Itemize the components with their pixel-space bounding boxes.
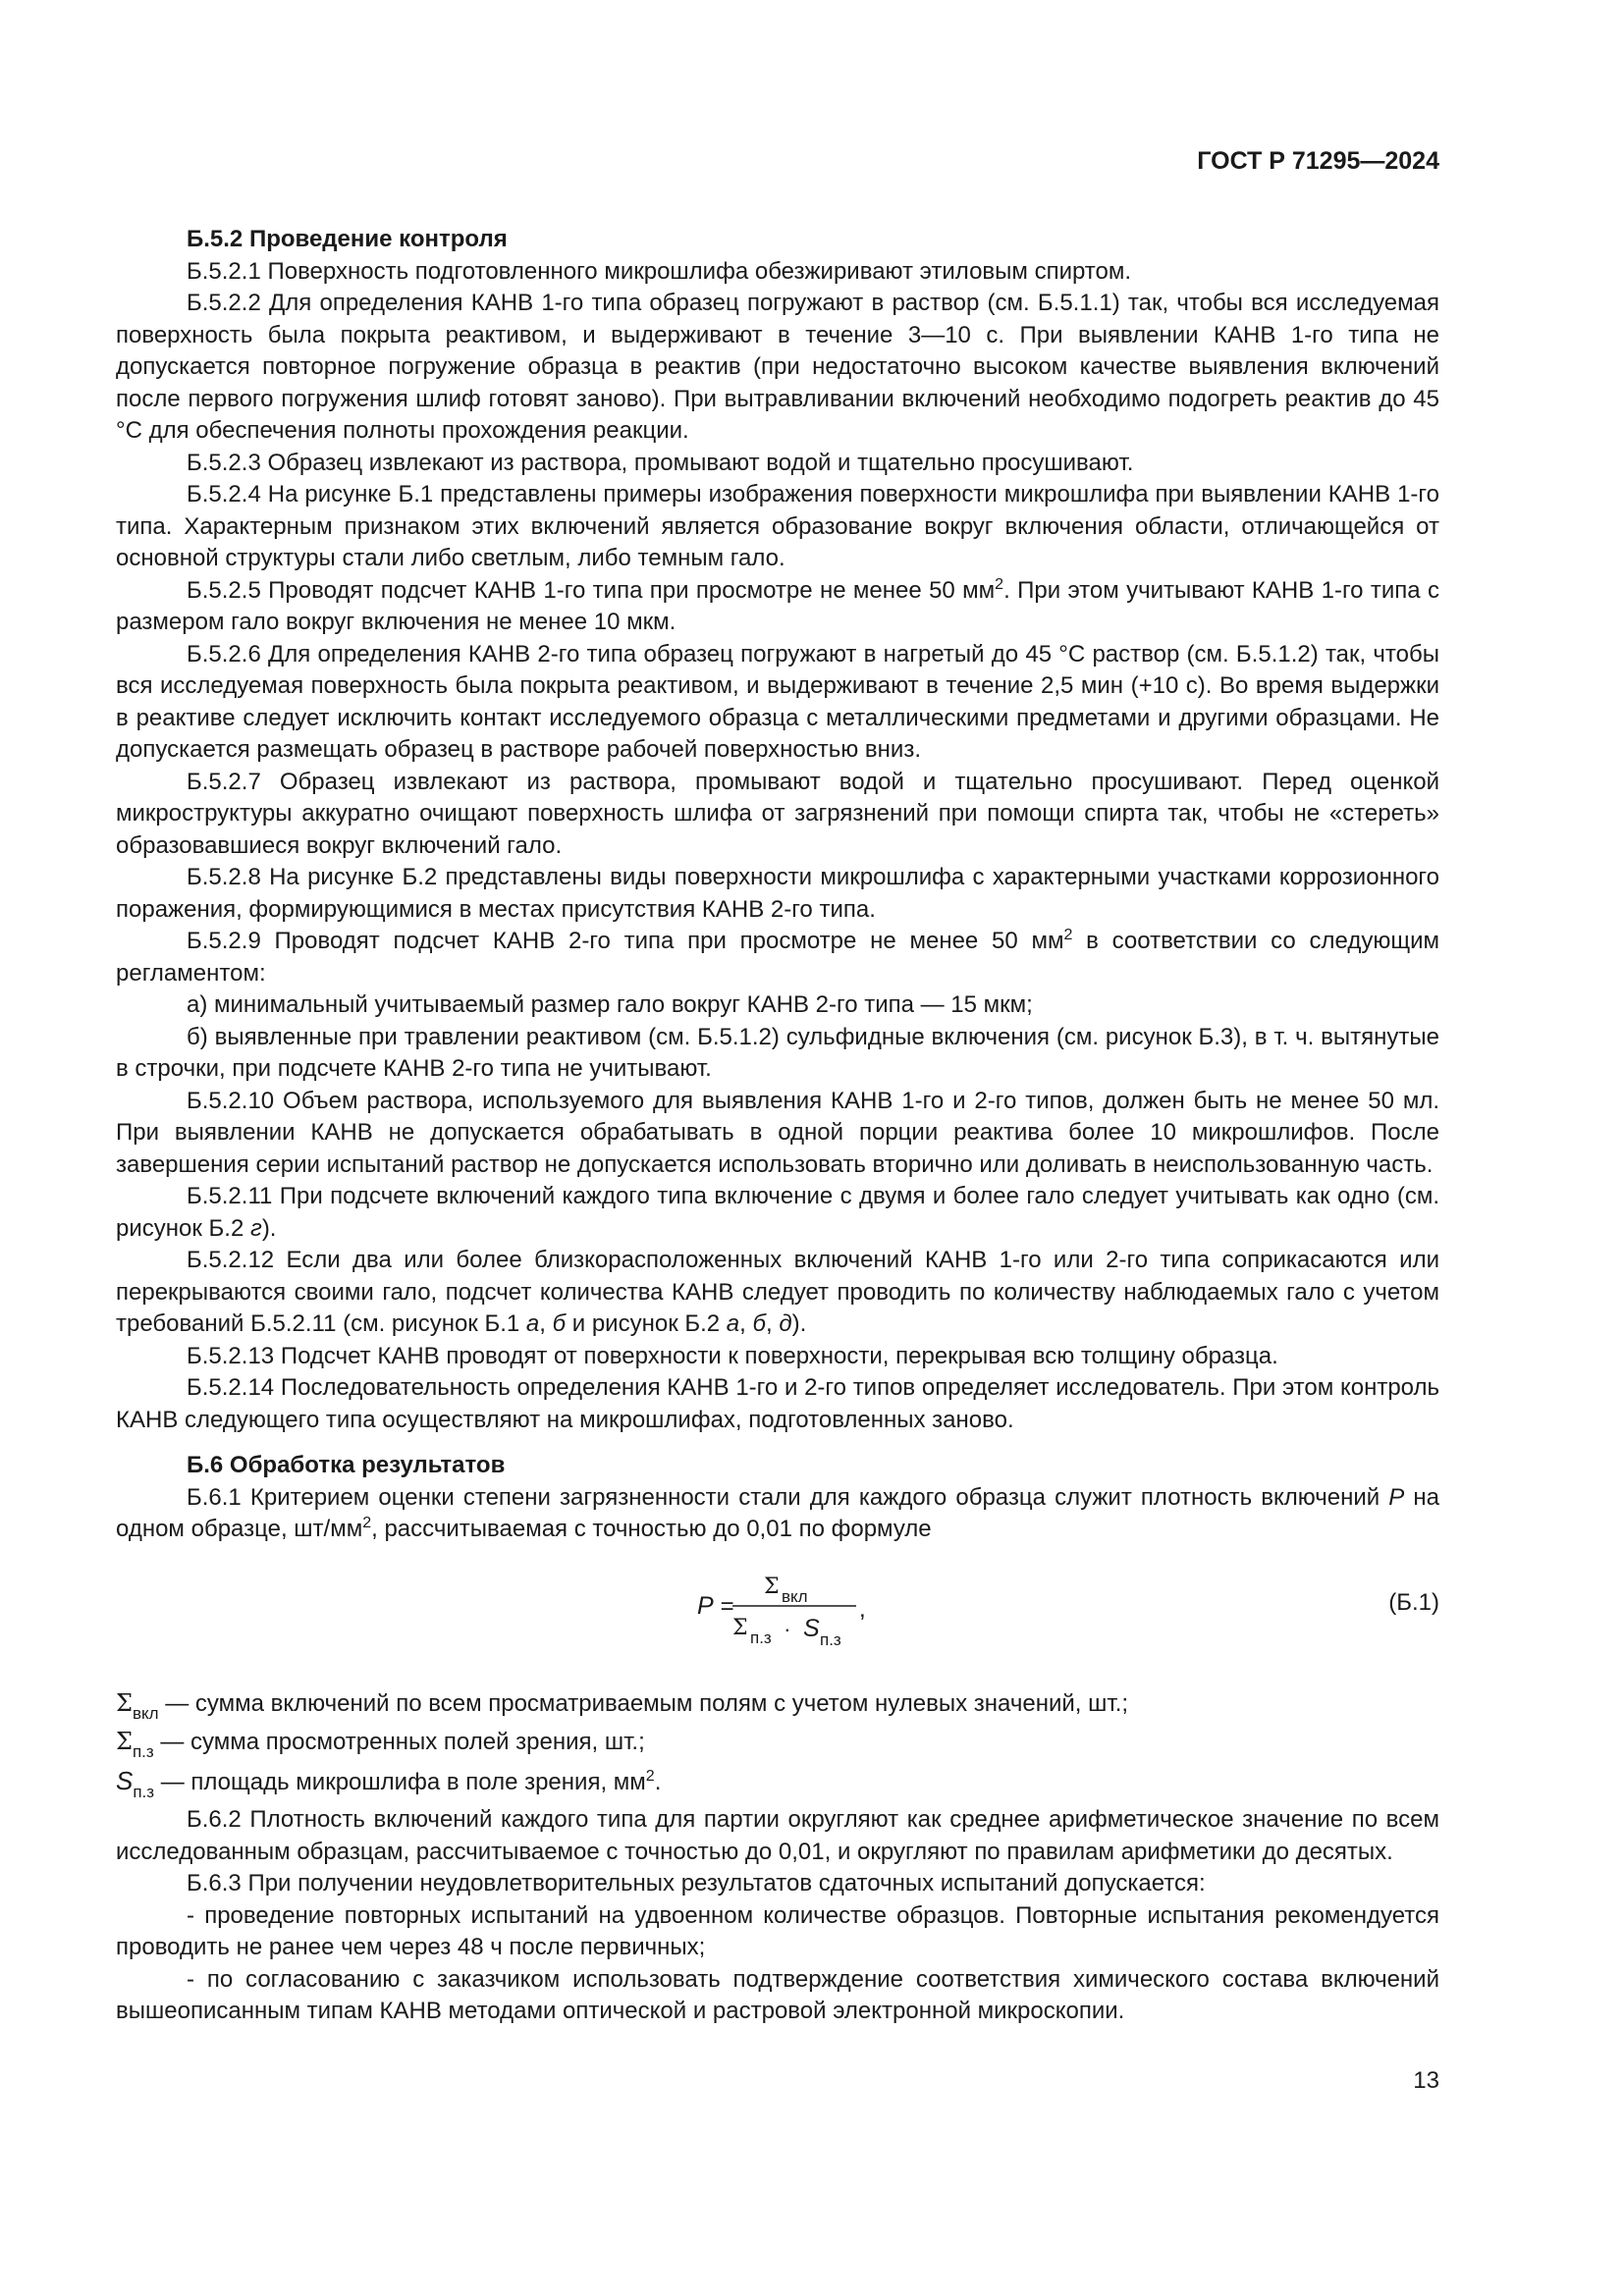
section-heading-b6: Б.6 Обработка результатов [187, 1452, 506, 1478]
list-item-dash-2: - по согласованию с заказчиком использовать подтверждение соответствия химического состава включений вышеописанным типам КАНВ методами оптической и растровой электронной микроскопии. [116, 1965, 1439, 2024]
formula-comma: , [859, 1595, 866, 1623]
standard-header: ГОСТ Р 71295—2024 [1197, 147, 1439, 175]
formula-definitions [116, 1687, 1439, 1799]
paragraph-b5214: Б.5.2.14 Последовательность определения КАНВ 1-го и 2-го типов определяет исследователь. При этом контроль КАНВ следующего типа осуществляют на микрошлифах, подготовленных заново. [116, 1374, 1439, 1433]
paragraph-b527: Б.5.2.7 Образец извлекают из раствора, промывают водой и тщательно просушивают. Перед оценкой микроструктуры аккуратно очищают поверхность шлифа от загрязнений при помощи спирта так, чтобы не «стереть» образовавшиеся вокруг включений гало. [116, 768, 1439, 859]
definition-sum-inclusions: $\Sigma_{вкл}$ — сумма включений по всем просматриваемым полям с учетом нулевых значений, шт.; [116, 1688, 1129, 1723]
section-heading-b52: Б.5.2 Проведение контроля [187, 226, 508, 252]
paragraph-b528: Б.5.2.8 На рисунке Б.2 представлены виды поверхности микрошлифа с характерными участками коррозионного поражения, формирующимися в местах присутствия КАНВ 2-го типа. [116, 864, 1439, 923]
paragraph-b5212: Б.5.2.12 Если два или более близкорасположенных включений КАНВ 1-го или 2-го типа соприкасаются или перекрываются своими гало, подсчет количества КАНВ следует проводить по количеству наблюдаемых гало с учетом требований Б.5.2.11 (см. рисунок Б.1 а, б и рисунок Б.2 а, б, д). [116, 1247, 1439, 1337]
paragraph-b521: Б.5.2.1 Поверхность подготовленного микрошлифа обезжиривают этиловым спиртом. [187, 257, 1132, 285]
formula-denominator-sub2: п.з [820, 1629, 841, 1649]
paragraph-b526: Б.5.2.6 Для определения КАНВ 2-го типа образец погружают в нагретый до 45 °С раствор (см. Б.5.1.2) так, чтобы вся исследуемая поверхность была покрыта реактивом, и выдерживают в течение 2,5 мин (+10 с). Во время выдержки в реактиве следует исключить контакт исследуемого образца с металлическими предметами и другими образцами. Не допускается размещать образец в растворе рабочей поверхностью вниз. [116, 640, 1439, 763]
formula-dot: · [778, 1616, 797, 1641]
density-formula [697, 1558, 992, 1660]
formula-sigma-numerator: Σ [764, 1574, 780, 1599]
page-content [116, 224, 1439, 2028]
list-item-dash-1: - проведение повторных испытаний на удвоенном количестве образцов. Повторные испытания рекомендуется проводить не ранее чем через 48 ч после первичных; [116, 1901, 1439, 1960]
formula-b1 [116, 1558, 1439, 1660]
paragraph-b5213: Б.5.2.13 Подсчет КАНВ проводят от поверхности к поверхности, перекрывая всю толщину образца. [187, 1342, 1278, 1369]
formula-equals: = [714, 1592, 741, 1620]
formula-denominator-sub1: п.з [750, 1628, 772, 1647]
paragraph-b529: Б.5.2.9 Проводят подсчет КАНВ 2-го типа при просмотре не менее 50 $мм^2$ в соответствии со следующим регламентом: [116, 927, 1439, 987]
definition-sum-fields: $\Sigma_{п.з}$ — сумма просмотренных полей зрения, шт.; [116, 1728, 645, 1761]
page-number: 13 [1413, 2067, 1439, 2094]
paragraph-b523: Б.5.2.3 Образец извлекают из раствора, промывают водой и тщательно просушивают. [187, 449, 1134, 476]
paragraph-b524: Б.5.2.4 На рисунке Б.1 представлены примеры изображения поверхности микрошлифа при выявлении КАНВ 1-го типа. Характерным признаком этих включений является образование вокруг включения области, отличающейся от основной структуры стали либо светлым, либо темным гало. [116, 481, 1439, 571]
paragraph-b522: Б.5.2.2 Для определения КАНВ 1-го типа образец погружают в раствор (см. Б.5.1.1) так, чтобы вся исследуемая поверхность была покрыта реактивом, и выдерживают в течение 3—10 с. При выявлении КАНВ 1-го типа не допускается повторное погружение образца в реактив (при недостаточно высоком качестве выявления включений после первого погружения шлиф готовят заново). При вытравливании включений необходимо подогреть реактив до 45 °С для обеспечения полноты прохождения реакции. [116, 290, 1439, 444]
formula-lhs: P [697, 1591, 714, 1620]
equation-number: (Б.1) [1388, 1588, 1439, 1616]
definition-area: $S_{п.з}$ — площадь микрошлифа в поле зрения, $мм^2$. [116, 1765, 662, 1801]
formula-sigma-denominator: Σ [732, 1615, 748, 1640]
paragraph-b5210: Б.5.2.10 Объем раствора, используемого для выявления КАНВ 1-го и 2-го типов, должен быть не менее 50 мл. При выявлении КАНВ не допускается обрабатывать в одной порции реактива более 10 микрошлифов. После завершения серии испытаний раствор не допускается использовать вторично или доливать в неиспользованную часть. [116, 1087, 1439, 1178]
paragraph-b5211: Б.5.2.11 При подсчете включений каждого типа включение с двумя и более гало следует учитывать как одно (см. рисунок Б.2 г). [116, 1183, 1439, 1242]
list-item-a: а) минимальный учитываемый размер гало вокруг КАНВ 2-го типа — 15 мкм; [187, 991, 1033, 1018]
list-item-b: б) выявленные при травлении реактивом (см. Б.5.1.2) сульфидные включения (см. рисунок Б.3), в т. ч. вытянутые в строчки, при подсчете КАНВ 2-го типа не учитывают. [116, 1023, 1439, 1082]
paragraph-b63: Б.6.3 При получении неудовлетворительных результатов сдаточных испытаний допускается: [187, 1870, 1206, 1896]
formula-numerator-sub: вкл [782, 1586, 808, 1606]
paragraph-b61: Б.6.1 Критерием оценки степени загрязненности стали для каждого образца служит плотность включений P на одном образце, $шт/мм^2$, рассчитываемая с точностью до 0,01 по формуле [116, 1483, 1439, 1542]
paragraph-b62: Б.6.2 Плотность включений каждого типа для партии округляют как среднее арифметическое значение по всем исследованным образцам, рассчитываемое с точностью до 0,01, и округляют по правилам арифметики до десятых. [116, 1806, 1439, 1865]
formula-area-var: S [803, 1614, 820, 1642]
paragraph-b525: Б.5.2.5 Проводят подсчет КАНВ 1-го типа при просмотре не менее 50 $мм^2$. При этом учитывают КАНВ 1-го типа с размером гало вокруг включения не менее 10 мкм. [116, 575, 1439, 635]
